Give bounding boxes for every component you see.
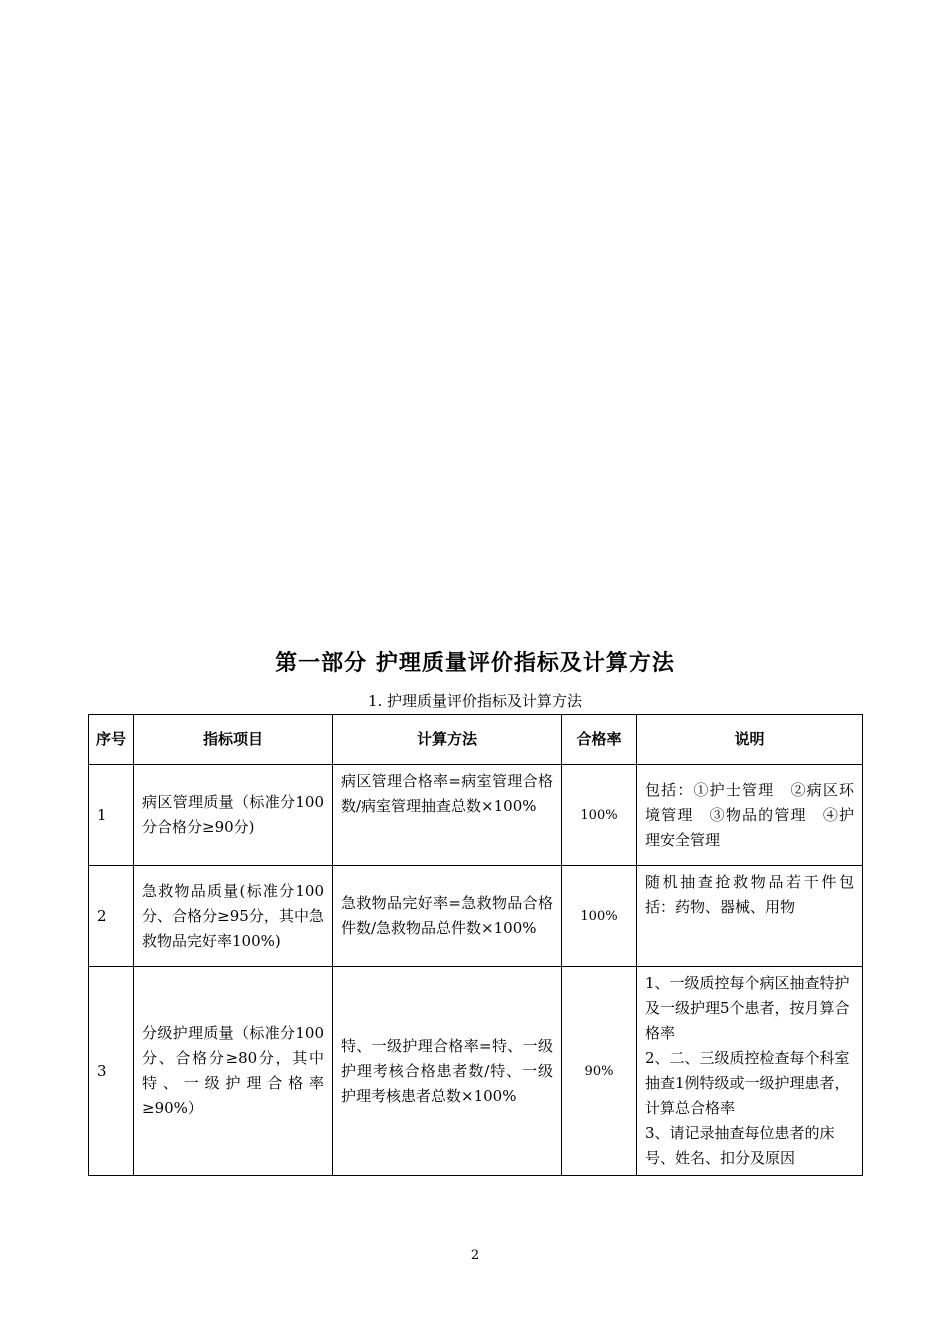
table-row xyxy=(89,866,863,967)
row-note: 包括：①护士管理 ②病区环境管理 ③物品的管理 ④护理安全管理 xyxy=(637,765,863,866)
row-item: 分级护理质量（标准分100分、合格分≥80分，其中特、一级护理合格率≥90%） xyxy=(134,967,333,1176)
row-seq: 1 xyxy=(89,765,134,866)
table-row xyxy=(89,765,863,866)
row-seq: 2 xyxy=(89,866,134,967)
row-rate: 100% xyxy=(562,866,637,967)
row-method: 病区管理合格率=病室管理合格数/病室管理抽查总数×100% xyxy=(333,765,562,866)
table-header-row xyxy=(89,715,863,765)
row-item: 病区管理质量（标准分100分合格分≥90分) xyxy=(134,765,333,866)
row-item: 急救物品质量(标准分100分、合格分≥95分，其中急救物品完好率100%) xyxy=(134,866,333,967)
header-item: 指标项目 xyxy=(134,715,333,765)
row-note: 1、一级质控每个病区抽查特护及一级护理5个患者，按月算合格率 2、二、三级质控检查每个科室抽查1例特级或一级护理患者，计算总合格率 3、请记录抽查每位患者的床号、姓名、扣分及原因 xyxy=(637,967,863,1176)
row-method: 特、一级护理合格率=特、一级护理考核合格患者数/特、一级护理考核患者总数×100% xyxy=(333,967,562,1176)
page-number: 2 xyxy=(470,1248,480,1263)
page-title: 第一部分 护理质量评价指标及计算方法 xyxy=(275,651,675,676)
row-seq: 3 xyxy=(89,967,134,1176)
quality-index-table xyxy=(88,714,863,1176)
table-row xyxy=(89,967,863,1176)
header-seq: 序号 xyxy=(89,715,134,765)
header-note: 说明 xyxy=(637,715,863,765)
row-note: 随机抽查抢救物品若干件包括：药物、器械、用物 xyxy=(637,866,863,967)
table-caption: 1. 护理质量评价指标及计算方法 xyxy=(367,692,583,710)
row-method: 急救物品完好率=急救物品合格件数/急救物品总件数×100% xyxy=(333,866,562,967)
row-rate: 100% xyxy=(562,765,637,866)
header-rate: 合格率 xyxy=(562,715,637,765)
row-rate: 90% xyxy=(562,967,637,1176)
header-method: 计算方法 xyxy=(333,715,562,765)
